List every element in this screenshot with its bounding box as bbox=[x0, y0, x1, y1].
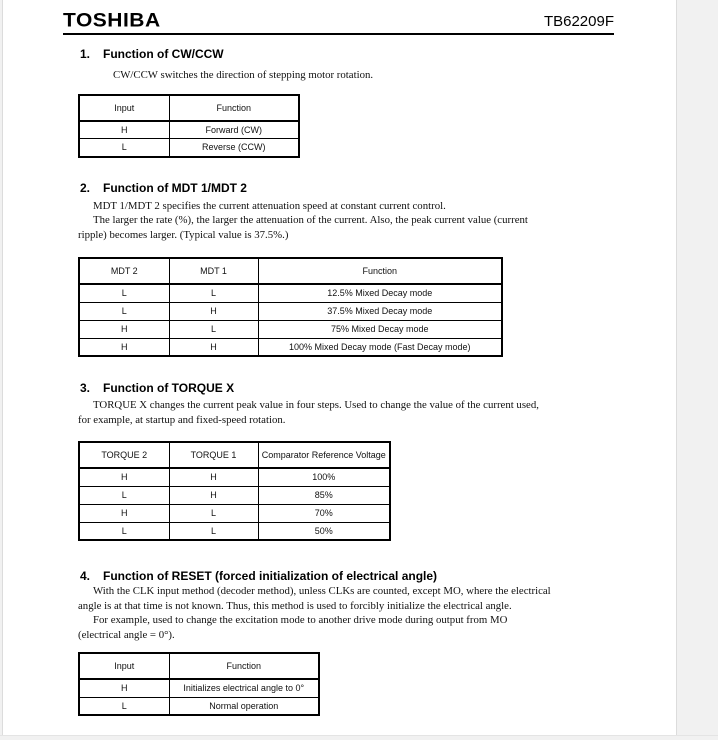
table-cell: H bbox=[169, 468, 258, 486]
table-cell: L bbox=[169, 284, 258, 302]
table-cell: L bbox=[79, 284, 169, 302]
section-number: 3. bbox=[80, 381, 91, 395]
page-left-margin bbox=[0, 0, 3, 740]
table-header-row bbox=[79, 95, 299, 121]
body-line: MDT 1/MDT 2 specifies the current attenuation speed at constant current control. bbox=[93, 199, 446, 212]
table-cell: H bbox=[79, 320, 169, 338]
table-header-cell: TORQUE 1 bbox=[169, 442, 258, 468]
body-line: ripple) becomes larger. (Typical value is 37.5%.) bbox=[78, 228, 289, 241]
table-row bbox=[79, 504, 390, 522]
section-number: 1. bbox=[80, 47, 91, 61]
table-cell: L bbox=[169, 320, 258, 338]
table-header-row bbox=[79, 442, 390, 468]
table-cell: H bbox=[79, 338, 169, 356]
table-cell: 70% bbox=[258, 504, 390, 522]
table-cell: L bbox=[169, 522, 258, 540]
table-row bbox=[79, 522, 390, 540]
body-line: angle is at that time is not known. Thus, this method is used to forcibly initialize the electrical angle. bbox=[78, 599, 512, 612]
table-row bbox=[79, 679, 319, 697]
table-header-cell: TORQUE 2 bbox=[79, 442, 169, 468]
table-cell: H bbox=[79, 468, 169, 486]
body-line: With the CLK input method (decoder method), unless CLKs are counted, except MO, where the electrical bbox=[93, 585, 551, 597]
table-cell: H bbox=[79, 121, 169, 139]
section-body bbox=[78, 68, 718, 83]
table-cell: L bbox=[79, 522, 169, 540]
section-heading bbox=[80, 47, 718, 61]
section-body bbox=[78, 584, 718, 642]
document-header bbox=[63, 9, 614, 35]
section-title: Function of RESET (forced initialization of electrical angle) bbox=[103, 569, 438, 583]
table-header-cell: Function bbox=[169, 95, 299, 121]
table-row bbox=[79, 697, 319, 715]
table-row bbox=[79, 320, 502, 338]
table-cell: L bbox=[169, 504, 258, 522]
section-body bbox=[78, 199, 718, 243]
table-cell: H bbox=[169, 486, 258, 504]
section-heading bbox=[80, 569, 718, 583]
torque-table bbox=[78, 441, 391, 541]
section-title: Function of MDT 1/MDT 2 bbox=[103, 180, 247, 195]
table-cell: L bbox=[79, 302, 169, 320]
table-cell: 12.5% Mixed Decay mode bbox=[258, 284, 502, 302]
table-cell: 85% bbox=[258, 486, 390, 504]
table-row bbox=[79, 486, 390, 504]
table-cell: Reverse (CCW) bbox=[169, 139, 299, 157]
table-cell: 50% bbox=[258, 522, 390, 540]
body-line: The larger the rate (%), the larger the attenuation of the current. Also, the peak current value (current bbox=[93, 214, 528, 226]
table-cell: L bbox=[79, 486, 169, 504]
section-number: 2. bbox=[80, 180, 91, 195]
table-cell: Forward (CW) bbox=[169, 121, 299, 139]
body-line: for example, at startup and fixed-speed rotation. bbox=[78, 413, 286, 426]
section-torque bbox=[0, 381, 718, 541]
table-header-cell: Function bbox=[258, 258, 502, 284]
table-header-cell: MDT 1 bbox=[169, 258, 258, 284]
table-cell: L bbox=[79, 697, 169, 715]
table-cell: H bbox=[169, 338, 258, 356]
body-line: TORQUE X changes the current peak value in four steps. Used to change the value of the current used, bbox=[93, 399, 539, 411]
table-row bbox=[79, 338, 502, 356]
table-cell: H bbox=[79, 679, 169, 697]
section-title: Function of CW/CCW bbox=[103, 47, 224, 61]
table-cell: H bbox=[169, 302, 258, 320]
table-header-row bbox=[79, 653, 319, 679]
section-body bbox=[78, 398, 718, 427]
table-row bbox=[79, 139, 299, 157]
table-cell: 100% bbox=[258, 468, 390, 486]
table-cell: H bbox=[79, 504, 169, 522]
reset-table bbox=[78, 652, 320, 716]
table-header-cell: Comparator Reference Voltage bbox=[258, 442, 390, 468]
table-row bbox=[79, 121, 299, 139]
table-header-cell: Function bbox=[169, 653, 319, 679]
section-reset bbox=[0, 569, 718, 716]
body-line: For example, used to change the excitation mode to another drive mode during output from MO bbox=[93, 614, 508, 626]
section-heading bbox=[80, 381, 718, 395]
table-row bbox=[79, 468, 390, 486]
toshiba-logo: TOSHIBA bbox=[63, 9, 161, 31]
body-line: (electrical angle = 0°). bbox=[78, 628, 175, 641]
table-cell: 37.5% Mixed Decay mode bbox=[258, 302, 502, 320]
table-cell: 100% Mixed Decay mode (Fast Decay mode) bbox=[258, 338, 502, 356]
table-row bbox=[79, 284, 502, 302]
table-row bbox=[79, 302, 502, 320]
table-header-cell: Input bbox=[79, 653, 169, 679]
part-number: TB62209F bbox=[543, 13, 614, 30]
table-cell: Normal operation bbox=[169, 697, 319, 715]
page-right-margin bbox=[676, 0, 718, 740]
section-title: Function of TORQUE X bbox=[103, 381, 235, 395]
table-header-cell: Input bbox=[79, 95, 169, 121]
cw-ccw-table bbox=[78, 94, 300, 158]
table-cell: L bbox=[79, 139, 169, 157]
body-line: CW/CCW switches the direction of stepping motor rotation. bbox=[113, 69, 374, 81]
section-mdt bbox=[0, 181, 718, 358]
mdt-table bbox=[78, 257, 503, 357]
table-cell: Initializes electrical angle to 0° bbox=[169, 679, 319, 697]
section-number: 4. bbox=[80, 569, 91, 583]
table-header-cell: MDT 2 bbox=[79, 258, 169, 284]
table-cell: 75% Mixed Decay mode bbox=[258, 320, 502, 338]
table-header-row bbox=[79, 258, 502, 284]
page-bottom-margin bbox=[0, 735, 718, 740]
section-heading bbox=[80, 181, 718, 195]
section-cw-ccw bbox=[0, 47, 718, 158]
